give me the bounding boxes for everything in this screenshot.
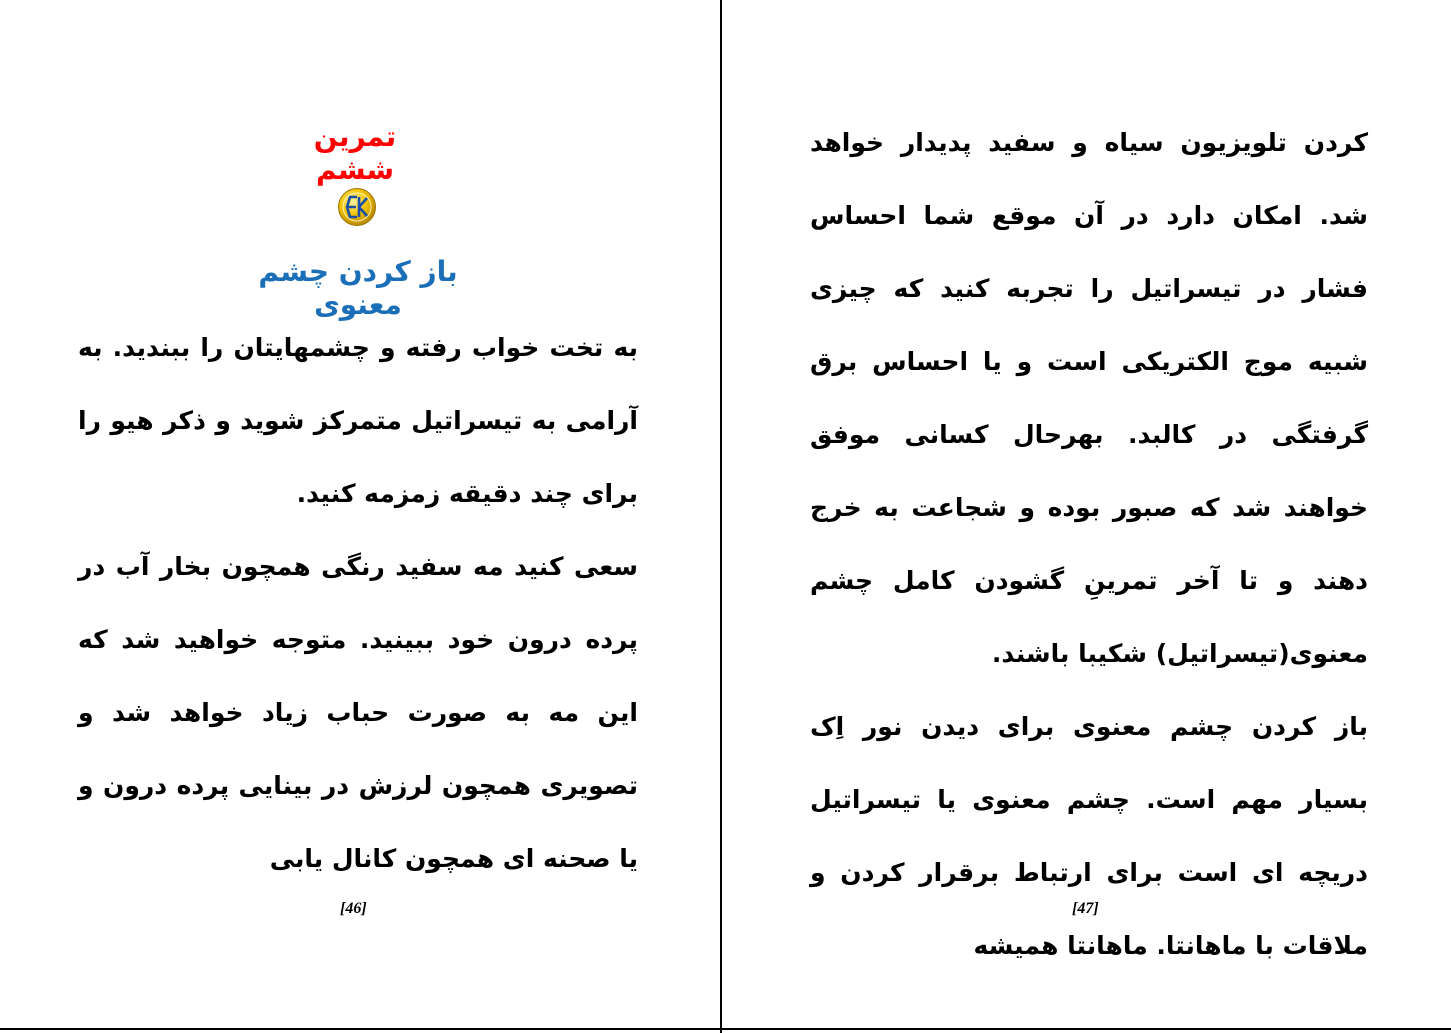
paragraph: سعی کنید مه سفید رنگی همچون بخار آب در پرده درون خود ببینید. متوجه خواهید شد که این مه به صورت حباب زیاد خواهد شد و تصویری همچون لرزش در بینایی پرده درون و یا صحنه ای همچون کانال یابی <box>78 552 638 873</box>
paragraph: به تخت خواب رفته و چشمهایتان را ببندید. به آرامی به تیسراتیل متمرکز شوید و ذکر هیو را برای چند دقیقه زمزمه کنید. <box>78 333 638 508</box>
page-bottom-edge <box>0 1028 1451 1030</box>
paragraph: باز کردن چشم معنوی برای دیدن نور اِک بسیار مهم است. چشم معنوی یا تیسراتیل دریچه ای است برای ارتباط برقرار کردن و ملاقات با ماهانتا. ماهانتا همیشه <box>810 712 1368 960</box>
left-body-text <box>78 311 638 895</box>
right-page <box>722 0 1451 1028</box>
left-page <box>0 0 720 1028</box>
ek-emblem-icon <box>337 187 377 227</box>
page-number: [47] <box>1072 900 1099 917</box>
section-title: باز کردن چشم معنوی <box>258 255 458 321</box>
paragraph: کردن تلویزیون سیاه و سفید پدیدار خواهد شد. امکان دارد در آن موقع شما احساس فشار در تیسراتیل را تجربه کنید که چیزی شبیه موج الکتریکی است و یا احساس برق گرفتگی در کالبد. بهرحال کسانی موفق خواهند شد که صبور بوده و شجاعت به خرج دهند و تا آخر تمرینِ گشودن کامل چشم معنوی(تیسراتیل) شکیبا باشند. <box>810 128 1368 668</box>
right-body-text <box>810 106 1368 982</box>
exercise-title: تمرین ششم <box>313 120 397 186</box>
page-number: [46] <box>340 900 367 917</box>
